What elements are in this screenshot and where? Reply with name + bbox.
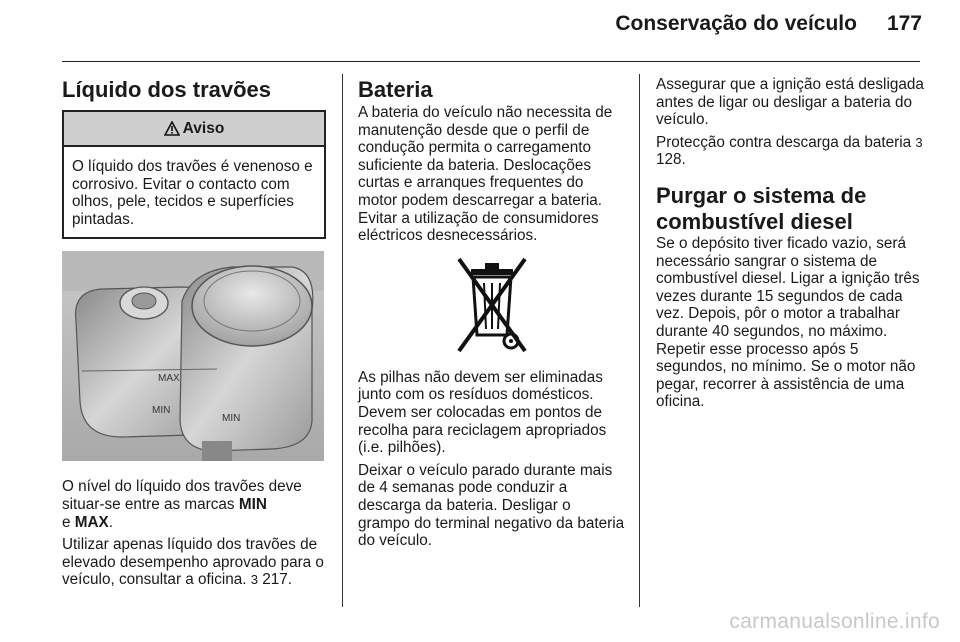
battery-paragraph-1: A bateria do veículo não necessita de manutenção desde que o perfil de condução permita o carregamento suficiente da bateria. Deslocações curtas e arranques frequentes do motor podem descarregar a bateria. Evitar a utilização de consumidores eléctricos desnecessários. xyxy=(358,104,613,245)
min-mark-label: MIN xyxy=(152,405,171,417)
warning-header xyxy=(64,112,324,147)
page-ref-arrow-icon: 3 xyxy=(250,572,258,588)
min-bold: MIN xyxy=(238,495,267,513)
battery-heading: Bateria xyxy=(358,77,433,102)
watermark: carmanualsonline.info xyxy=(729,610,940,633)
crossed-out-bin-icon xyxy=(453,255,531,355)
diesel-purge-heading: Purgar o sistema de combustível diesel xyxy=(656,182,867,234)
page-ref[interactable]: 128. xyxy=(656,151,686,169)
column-divider xyxy=(342,74,343,607)
diesel-purge-paragraph: Se o depósito tiver ficado vazio, será necessário sangrar o sistema de combustível diesel. Ligar a ignição três vezes durante 15 segundos de cada vez. Depois, pôr o motor a trabalhar durante 40 segundos, no máximo. Repetir esse processo após 5 segundos, no mínimo. Se o motor não pegar, recorrer à assistência de uma oficina. xyxy=(656,234,920,411)
discharge-protection-paragraph: Protecção contra descarga da bateria 3 128. xyxy=(656,133,923,169)
battery-paragraph-2: As pilhas não devem ser eliminadas junto com os resíduos domésticos. Devem ser colocadas em pontos de recolha para reciclagem apropriados (i.e. pilhões). xyxy=(358,368,607,457)
page-ref[interactable]: 217. xyxy=(262,571,293,589)
brake-fluid-heading: Líquido dos travões xyxy=(62,77,272,102)
battery-paragraph-3: Deixar o veículo parado durante mais de 4 semanas pode conduzir a descarga da bateria. Desligar o grampo do terminal negativo da bateria do veículo. xyxy=(358,461,625,550)
warning-box xyxy=(62,110,326,239)
fluid-type-paragraph: Utilizar apenas líquido dos travões de elevado desempenho aprovado para o veículo, consultar a oficina. 3 217. xyxy=(62,536,324,589)
min-mark-label-2: MIN xyxy=(222,413,241,425)
warning-label: Aviso xyxy=(182,119,225,137)
column-brake-fluid xyxy=(62,76,326,594)
page-number: 177 xyxy=(886,12,922,35)
column-diesel xyxy=(656,76,924,416)
ignition-paragraph: Assegurar que a ignição está desligada antes de ligar ou desligar a bateria do veículo. xyxy=(656,76,924,129)
column-battery xyxy=(358,76,626,555)
brake-fluid-reservoir-photo xyxy=(62,251,324,461)
page-header xyxy=(615,12,922,36)
max-mark-label: MAX xyxy=(158,373,180,385)
header-divider xyxy=(62,61,920,62)
column-divider xyxy=(639,74,640,607)
level-paragraph: O nível do líquido dos travões deve situar-se entre as marcas MIN e MAX. xyxy=(62,478,302,531)
section-title: Conservação do veículo xyxy=(615,12,857,35)
warning-triangle-icon xyxy=(164,121,180,136)
warning-text: O líquido dos travões é venenoso e corrosivo. Evitar o contacto com olhos, pele, tecidos e superfícies pintadas. xyxy=(72,158,313,228)
max-bold: MAX xyxy=(74,513,109,531)
page-ref-arrow-icon: 3 xyxy=(915,134,923,150)
